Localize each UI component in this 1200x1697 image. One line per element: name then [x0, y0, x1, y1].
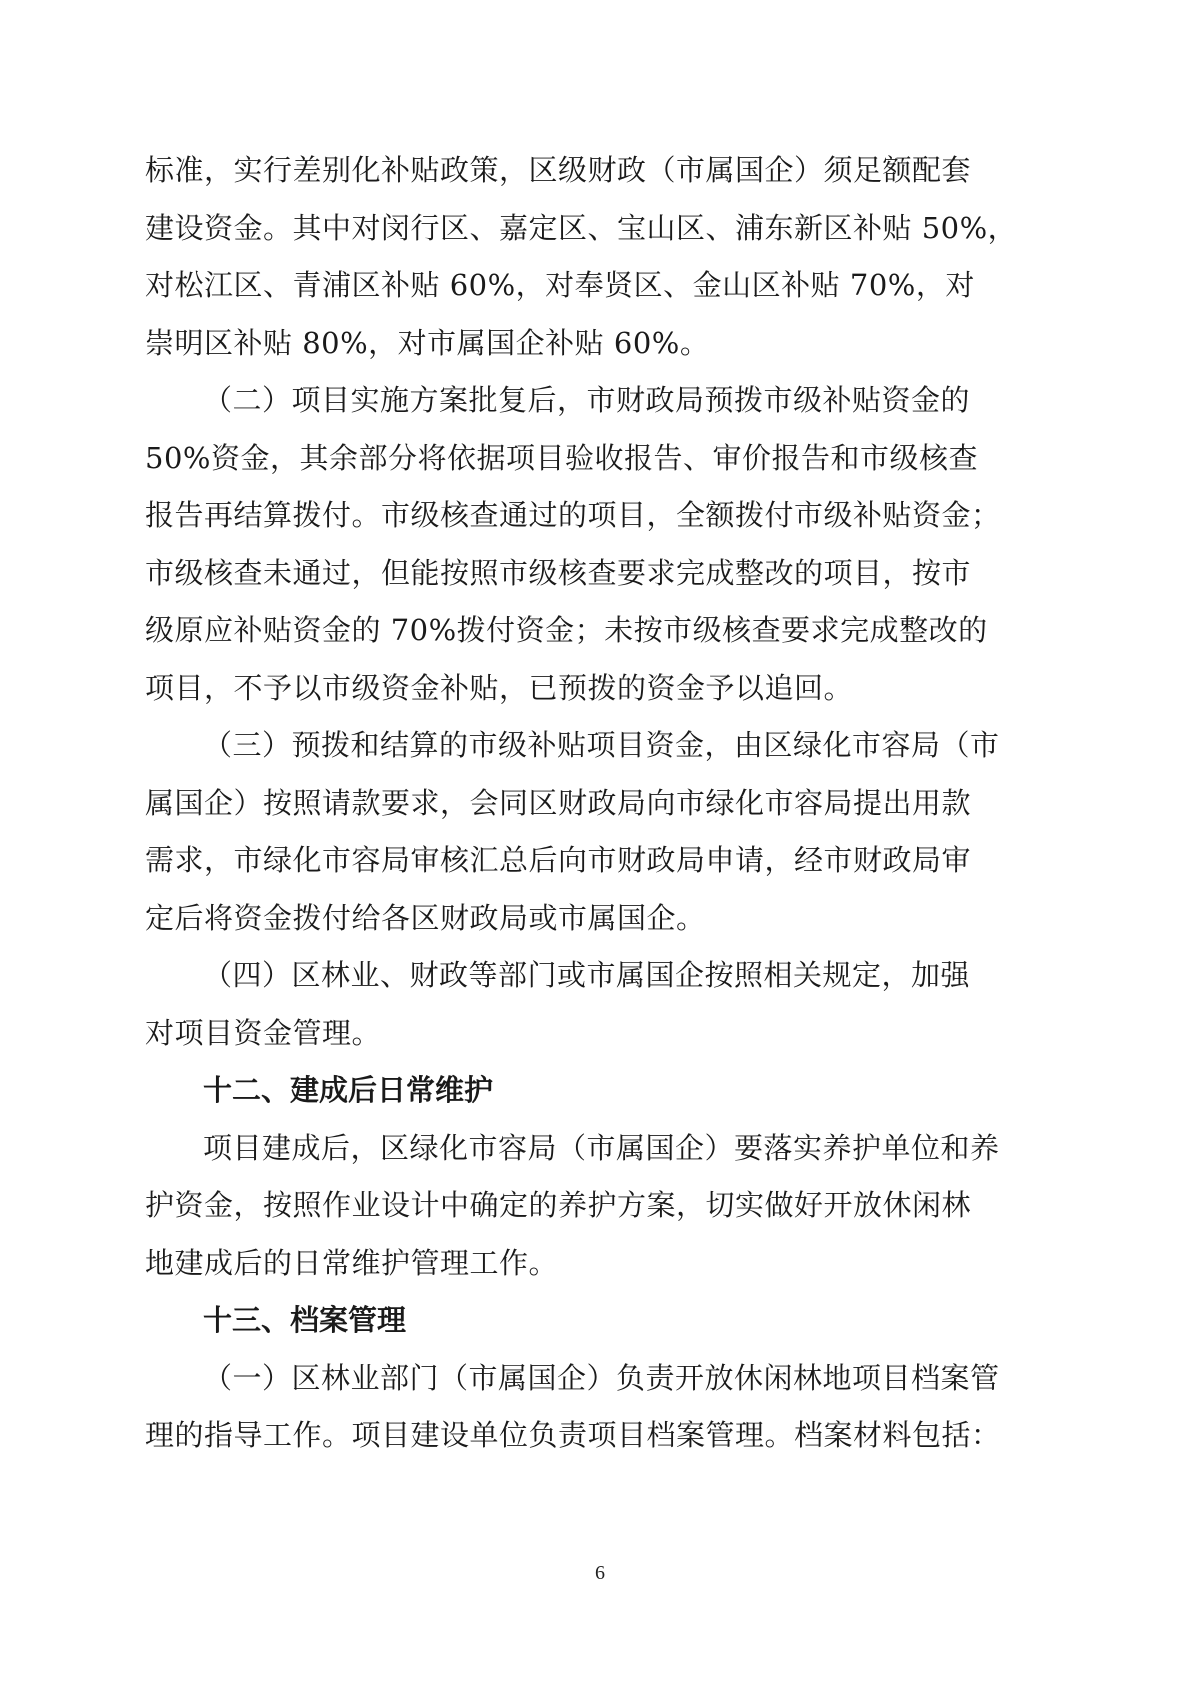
text-line: 50%资金，其余部分将依据项目验收报告、审价报告和市级核查 — [145, 440, 978, 475]
paragraph-subsidy-rates — [145, 142, 1018, 372]
text-line: 级原应补贴资金的 70%拨付资金；未按市级核查要求完成整改的 — [145, 613, 988, 647]
text-line: （二）项目实施方案批复后，市财政局预拨市级补贴资金的 — [203, 383, 971, 417]
text-line: （四）区林业、财政等部门或市属国企按照相关规定，加强 — [203, 958, 971, 992]
paragraph-item-4 — [145, 947, 970, 1062]
text-line: 崇明区补贴 80%，对市属国企补贴 60%。 — [145, 325, 710, 360]
text-line: （一）区林业部门（市属国企）负责开放休闲林地项目档案管 — [203, 1360, 1000, 1395]
text-line: 报告再结算拨付。市级核查通过的项目，全额拨付市级补贴资金； — [145, 498, 1001, 532]
text-line: 定后将资金拨付给各区财政局或市属国企。 — [145, 900, 706, 935]
document-body — [145, 142, 1018, 1465]
text-line: 市级核查未通过，但能按照市级核查要求完成整改的项目，按市 — [145, 555, 972, 590]
section-heading-archives: 十三、档案管理 — [203, 1303, 407, 1337]
text-line: 项目，不予以市级资金补贴，已预拨的资金予以追回。 — [145, 670, 854, 705]
text-line: 属国企）按照请款要求，会同区财政局向市绿化市容局提出用款 — [145, 785, 972, 820]
paragraph-maintenance — [145, 1120, 1000, 1293]
text-line: 项目建成后，区绿化市容局（市属国企）要落实养护单位和养 — [203, 1130, 1000, 1165]
text-line: 建设资金。其中对闵行区、嘉定区、宝山区、浦东新区补贴 50%， — [145, 210, 1018, 245]
text-line: （三）预拨和结算的市级补贴项目资金，由区绿化市容局（市 — [203, 728, 1000, 762]
text-line: 需求，市绿化市容局审核汇总后向市财政局申请，经市财政局审 — [145, 843, 972, 877]
text-line: 护资金，按照作业设计中确定的养护方案，切实做好开放休闲林 — [145, 1188, 972, 1222]
text-line: 对松江区、青浦区补贴 60%，对奉贤区、金山区补贴 70%，对 — [145, 268, 975, 302]
text-line: 对项目资金管理。 — [145, 1015, 382, 1050]
text-line: 理的指导工作。项目建设单位负责项目档案管理。档案材料包括： — [145, 1418, 1001, 1452]
paragraph-item-2 — [145, 372, 1001, 717]
text-line: 地建成后的日常维护管理工作。 — [145, 1245, 559, 1280]
paragraph-archives-item-1 — [145, 1350, 1001, 1465]
page-number: 6 — [595, 1562, 605, 1584]
section-heading-maintenance: 十二、建成后日常维护 — [203, 1073, 494, 1107]
text-line: 标准，实行差别化补贴政策，区级财政（市属国企）须足额配套 — [145, 153, 972, 187]
paragraph-item-3 — [145, 717, 1000, 947]
